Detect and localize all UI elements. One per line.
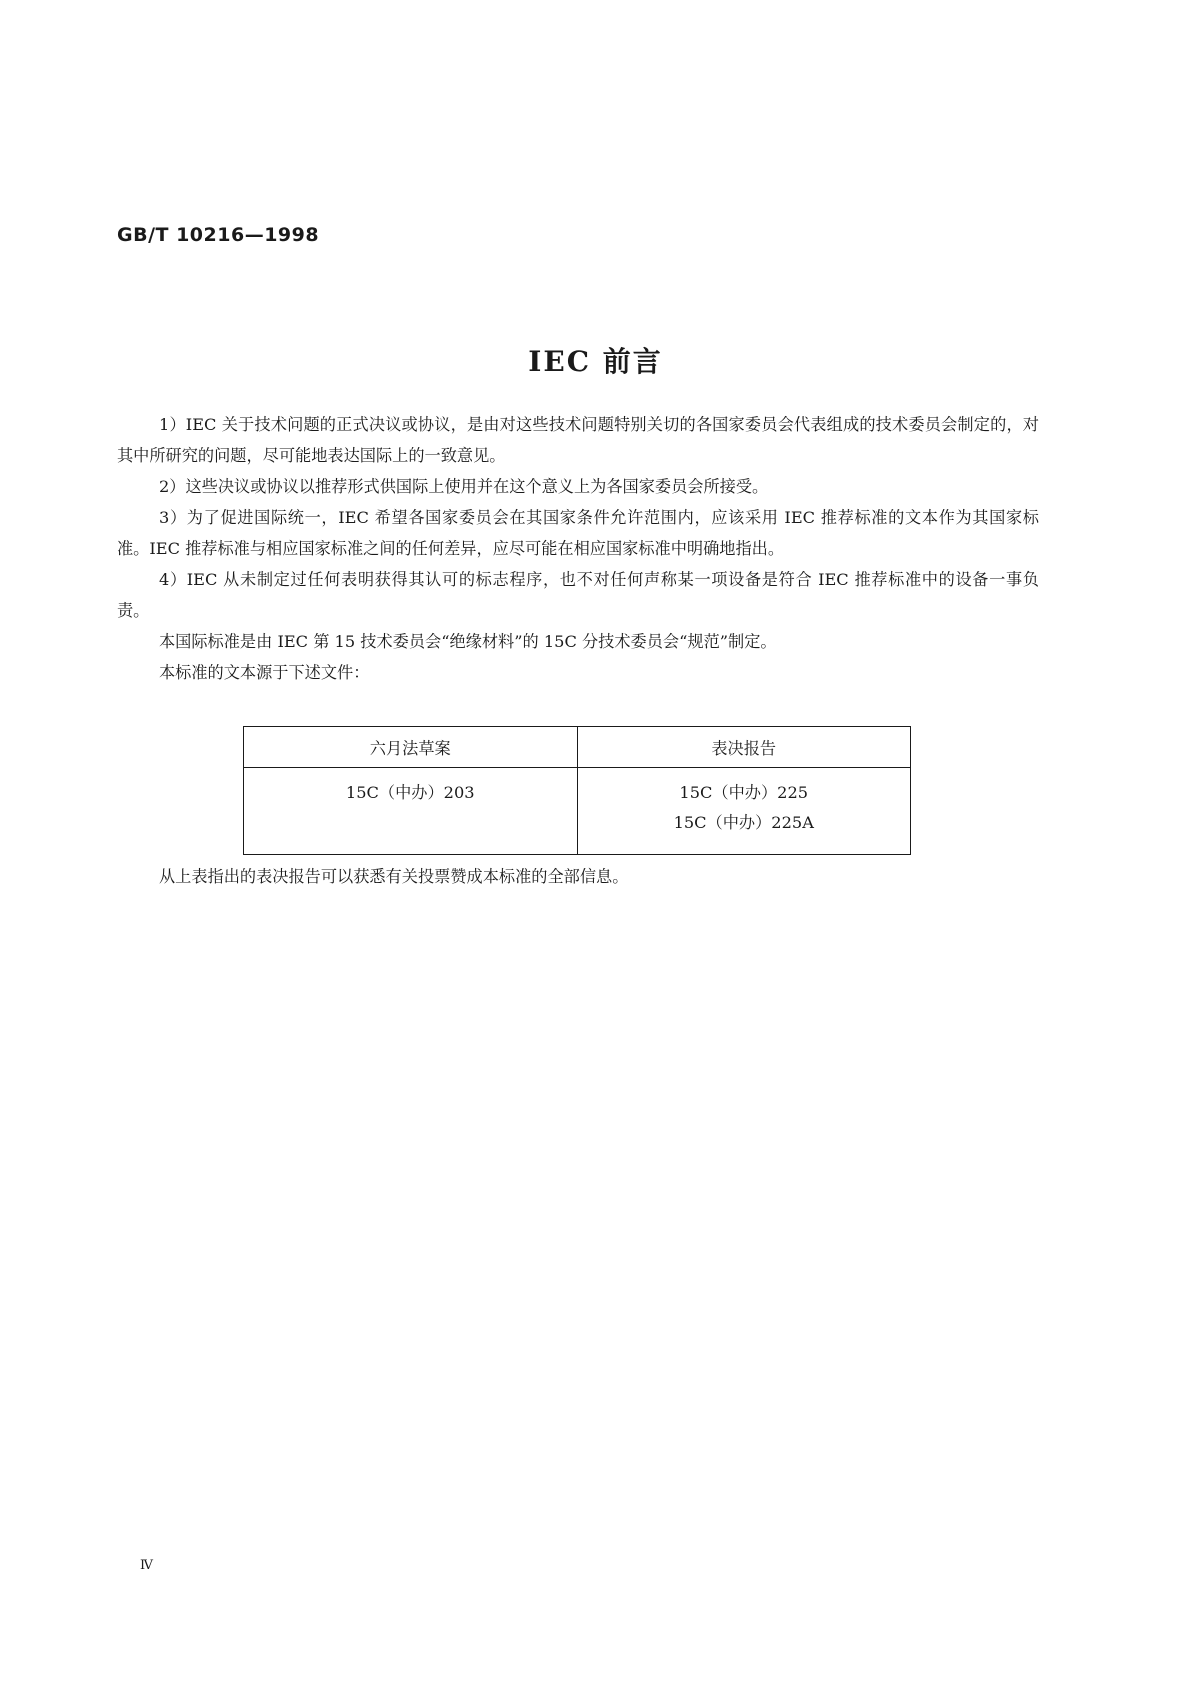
page-title: IEC 前言 <box>528 345 663 378</box>
source-documents-table <box>243 726 911 855</box>
standard-code: GB/T 10216—1998 <box>117 224 320 246</box>
vote-report-id: 15C（中办）225 <box>679 783 809 802</box>
vote-report-id: 15C（中办）225A <box>673 813 814 832</box>
table-row <box>244 768 911 855</box>
paragraph-source: 本标准的文本源于下述文件： <box>159 663 370 682</box>
body-text <box>117 409 1039 688</box>
table-cell-draft <box>244 768 578 855</box>
column-header-vote-report: 表决报告 <box>577 727 911 768</box>
paragraph-1: 1）IEC 关于技术问题的正式决议或协议，是由对这些技术问题特别关切的各国家委员会代表组成的技术委员会制定的，对其中所研究的问题，尽可能地表达国际上的一致意见。 <box>117 415 1039 465</box>
paragraph-4: 4）IEC 从未制定过任何表明获得其认可的标志程序，也不对任何声称某一项设备是符合 IEC 推荐标准中的设备一事负责。 <box>117 570 1039 620</box>
page-number: Ⅳ <box>140 1558 153 1573</box>
table <box>243 726 911 855</box>
paragraph-2: 2）这些决议或协议以推荐形式供国际上使用并在这个意义上为各国家委员会所接受。 <box>159 477 769 496</box>
draft-document-id: 15C（中办）203 <box>345 783 475 802</box>
table-header-row <box>244 727 911 768</box>
column-header-draft: 六月法草案 <box>244 727 578 768</box>
paragraph-committee: 本国际标准是由 IEC 第 15 技术委员会“绝缘材料”的 15C 分技术委员会“规范”制定。 <box>159 632 777 651</box>
table-cell-vote-report <box>577 768 911 855</box>
closing-paragraph: 从上表指出的表决报告可以获悉有关投票赞成本标准的全部信息。 <box>159 867 629 886</box>
paragraph-3: 3）为了促进国际统一，IEC 希望各国家委员会在其国家条件允许范围内，应该采用 IEC 推荐标准的文本作为其国家标准。IEC 推荐标准与相应国家标准之间的任何差异，应尽可能在相应国家标准中明确地指出。 <box>117 508 1039 558</box>
